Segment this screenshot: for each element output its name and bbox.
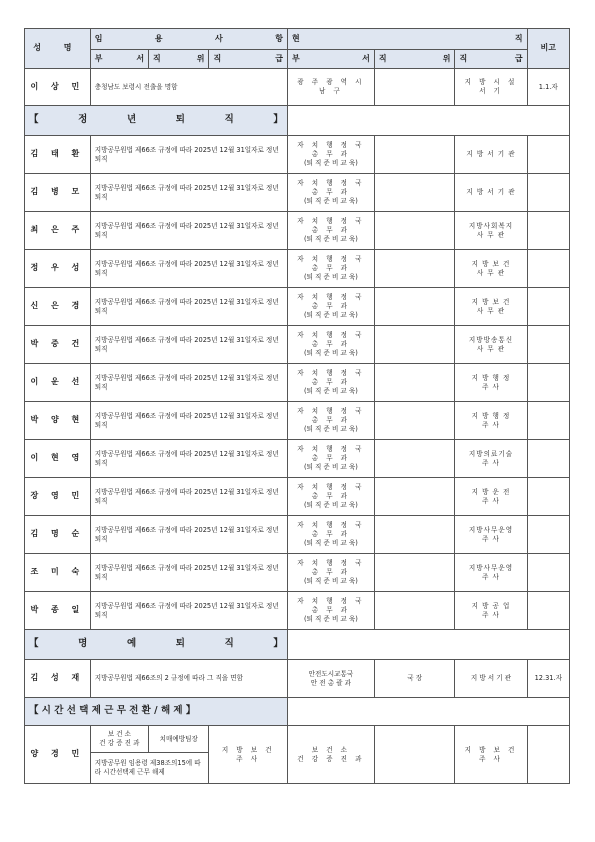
appoint-dept: 보 건 소 건 강 증 진 과: [90, 726, 148, 753]
person-name: 김 병 모: [25, 174, 91, 212]
current-dept: 자 치 행 정 국 총 무 과 (퇴 직 준 비 교 육): [287, 516, 374, 554]
current-position: [374, 726, 455, 784]
person-name: 양 경 민: [25, 726, 91, 784]
current-dept: 자 치 행 정 국 총 무 과 (퇴 직 준 비 교 육): [287, 250, 374, 288]
current-position: [374, 326, 455, 364]
appoint-grade: 지 방 보 건 주 사: [209, 726, 287, 784]
remark: [527, 592, 569, 630]
current-grade: 지 방 운 전 주 사: [455, 478, 527, 516]
appointment-text: 지방공무원 임용령 제38조의15에 따라 시간선택제 근무 해제: [90, 753, 209, 784]
current-grade: 지 방 공 업 주 사: [455, 592, 527, 630]
header-cur-dept: 부 서: [287, 50, 374, 69]
person-name: 김 명 순: [25, 516, 91, 554]
current-grade: 지 방 시 설 서 기: [455, 69, 527, 106]
current-dept: 광 주 광 역 시 남 구: [287, 69, 374, 106]
table-row: [25, 440, 570, 478]
remark: [527, 174, 569, 212]
remark: 1.1.자: [527, 69, 569, 106]
remark: [527, 726, 569, 784]
current-grade: 지방사무운영 주 사: [455, 516, 527, 554]
table-row: [25, 402, 570, 440]
current-dept: 안전도시교통국 안 전 총 괄 과: [287, 660, 374, 698]
table-row: [25, 136, 570, 174]
retire-list: [25, 136, 570, 630]
header-sub-grade: 직 급: [209, 50, 287, 69]
appoint-position: 치매예방팀장: [149, 726, 209, 753]
current-dept: 자 치 행 정 국 총 무 과 (퇴 직 준 비 교 육): [287, 326, 374, 364]
person-name: 이 상 민: [25, 69, 91, 106]
current-position: [374, 592, 455, 630]
current-dept: 자 치 행 정 국 총 무 과 (퇴 직 준 비 교 육): [287, 478, 374, 516]
current-grade: 지 방 서 기 관: [455, 174, 527, 212]
appointment-text: 지방공무원법 제66조 규정에 따라 2025년 12월 31일자로 정년퇴직: [90, 326, 287, 364]
appointment-text: 지방공무원법 제66조 규정에 따라 2025년 12월 31일자로 정년퇴직: [90, 250, 287, 288]
current-dept: 보 건 소 건 강 증 진 과: [287, 726, 374, 784]
section-honor: 【 명 예 퇴 직 】: [25, 630, 288, 660]
header-remarks: 비고: [527, 29, 569, 69]
table-row: [25, 212, 570, 250]
person-name: 박 중 건: [25, 326, 91, 364]
current-position: [374, 174, 455, 212]
current-grade: 지방사회복지 사 무 관: [455, 212, 527, 250]
remark: [527, 440, 569, 478]
current-position: [374, 250, 455, 288]
appointment-text: 지방공무원법 제66조 규정에 따라 2025년 12월 31일자로 정년퇴직: [90, 592, 287, 630]
appointment-text: 지방공무원법 제66조 규정에 따라 2025년 12월 31일자로 정년퇴직: [90, 288, 287, 326]
current-grade: 지 방 행 정 주 사: [455, 402, 527, 440]
table-row: [25, 69, 570, 106]
table-row: [25, 326, 570, 364]
remark: [527, 364, 569, 402]
appointment-text: 지방공무원법 제66조 규정에 따라 2025년 12월 31일자로 정년퇴직: [90, 516, 287, 554]
current-grade: 지 방 보 건 사 무 관: [455, 250, 527, 288]
appointment-text: 지방공무원법 제66조의 2 규정에 따라 그 직을 면함: [90, 660, 287, 698]
current-dept: 자 치 행 정 국 총 무 과 (퇴 직 준 비 교 육): [287, 174, 374, 212]
appointment-text: 지방공무원법 제66조 규정에 따라 2025년 12월 31일자로 정년퇴직: [90, 402, 287, 440]
current-grade: 지 방 서 기 관: [455, 136, 527, 174]
current-grade: 지방의료기술 주 사: [455, 440, 527, 478]
table-row: [25, 726, 570, 753]
person-name: 박 종 일: [25, 592, 91, 630]
current-position: [374, 402, 455, 440]
remark: [527, 288, 569, 326]
table-row: [25, 250, 570, 288]
section-retire: 【 정 년 퇴 직 】: [25, 106, 288, 136]
appointment-text: 지방공무원법 제66조 규정에 따라 2025년 12월 31일자로 정년퇴직: [90, 554, 287, 592]
appointment-text: 지방공무원법 제66조 규정에 따라 2025년 12월 31일자로 정년퇴직: [90, 364, 287, 402]
header-name: 성 명: [25, 29, 91, 69]
current-position: [374, 554, 455, 592]
appointment-text: 충청남도 보령시 전출을 명함: [90, 69, 287, 106]
person-name: 김 태 환: [25, 136, 91, 174]
current-position: [374, 478, 455, 516]
appointment-text: 지방공무원법 제66조 규정에 따라 2025년 12월 31일자로 정년퇴직: [90, 440, 287, 478]
current-dept: 자 치 행 정 국 총 무 과 (퇴 직 준 비 교 육): [287, 288, 374, 326]
header-appointment: 임 용 사 항: [90, 29, 287, 50]
remark: [527, 478, 569, 516]
appointment-text: 지방공무원법 제66조 규정에 따라 2025년 12월 31일자로 정년퇴직: [90, 174, 287, 212]
remark: 12.31.자: [527, 660, 569, 698]
table-row: [25, 554, 570, 592]
current-dept: 자 치 행 정 국 총 무 과 (퇴 직 준 비 교 육): [287, 554, 374, 592]
current-dept: 자 치 행 정 국 총 무 과 (퇴 직 준 비 교 육): [287, 136, 374, 174]
person-name: 최 은 주: [25, 212, 91, 250]
header-sub-dept: 부 서: [90, 50, 148, 69]
person-name: 박 양 현: [25, 402, 91, 440]
current-dept: 자 치 행 정 국 총 무 과 (퇴 직 준 비 교 육): [287, 212, 374, 250]
header-cur-grade: 직 급: [455, 50, 527, 69]
current-position: [374, 440, 455, 478]
header-cur-position: 직 위: [374, 50, 455, 69]
table-row: [25, 516, 570, 554]
current-grade: 지방방송통신 사 무 관: [455, 326, 527, 364]
current-grade: 지방사무운영 주 사: [455, 554, 527, 592]
remark: [527, 402, 569, 440]
person-name: 이 현 영: [25, 440, 91, 478]
current-grade: 지 방 서 기 관: [455, 660, 527, 698]
personnel-table: [24, 28, 570, 784]
person-name: 김 성 재: [25, 660, 91, 698]
current-position: [374, 364, 455, 402]
remark: [527, 516, 569, 554]
remark: [527, 136, 569, 174]
table-row: [25, 478, 570, 516]
current-dept: 자 치 행 정 국 총 무 과 (퇴 직 준 비 교 육): [287, 402, 374, 440]
person-name: 조 미 숙: [25, 554, 91, 592]
section-flex: 【 시 간 선 택 제 근 무 전 환 / 해 제 】: [25, 698, 288, 726]
appointment-text: 지방공무원법 제66조 규정에 따라 2025년 12월 31일자로 정년퇴직: [90, 212, 287, 250]
appointment-text: 지방공무원법 제66조 규정에 따라 2025년 12월 31일자로 정년퇴직: [90, 136, 287, 174]
table-row: [25, 174, 570, 212]
current-dept: 자 치 행 정 국 총 무 과 (퇴 직 준 비 교 육): [287, 592, 374, 630]
current-position: [374, 516, 455, 554]
table-row: [25, 660, 570, 698]
current-grade: 지 방 보 건 주 사: [455, 726, 527, 784]
table-row: [25, 364, 570, 402]
current-position: 국 장: [374, 660, 455, 698]
current-position: [374, 288, 455, 326]
table-row: [25, 288, 570, 326]
header-current: 현 직: [287, 29, 527, 50]
person-name: 정 우 성: [25, 250, 91, 288]
person-name: 이 운 선: [25, 364, 91, 402]
person-name: 장 영 민: [25, 478, 91, 516]
current-grade: 지 방 보 건 사 무 관: [455, 288, 527, 326]
current-dept: 자 치 행 정 국 총 무 과 (퇴 직 준 비 교 육): [287, 440, 374, 478]
header-sub-position: 직 위: [149, 50, 209, 69]
remark: [527, 212, 569, 250]
current-position: [374, 69, 455, 106]
current-dept: 자 치 행 정 국 총 무 과 (퇴 직 준 비 교 육): [287, 364, 374, 402]
current-grade: 지 방 행 정 주 사: [455, 364, 527, 402]
current-position: [374, 136, 455, 174]
table-row: [25, 592, 570, 630]
remark: [527, 326, 569, 364]
appointment-text: 지방공무원법 제66조 규정에 따라 2025년 12월 31일자로 정년퇴직: [90, 478, 287, 516]
remark: [527, 554, 569, 592]
person-name: 신 은 경: [25, 288, 91, 326]
current-position: [374, 212, 455, 250]
remark: [527, 250, 569, 288]
